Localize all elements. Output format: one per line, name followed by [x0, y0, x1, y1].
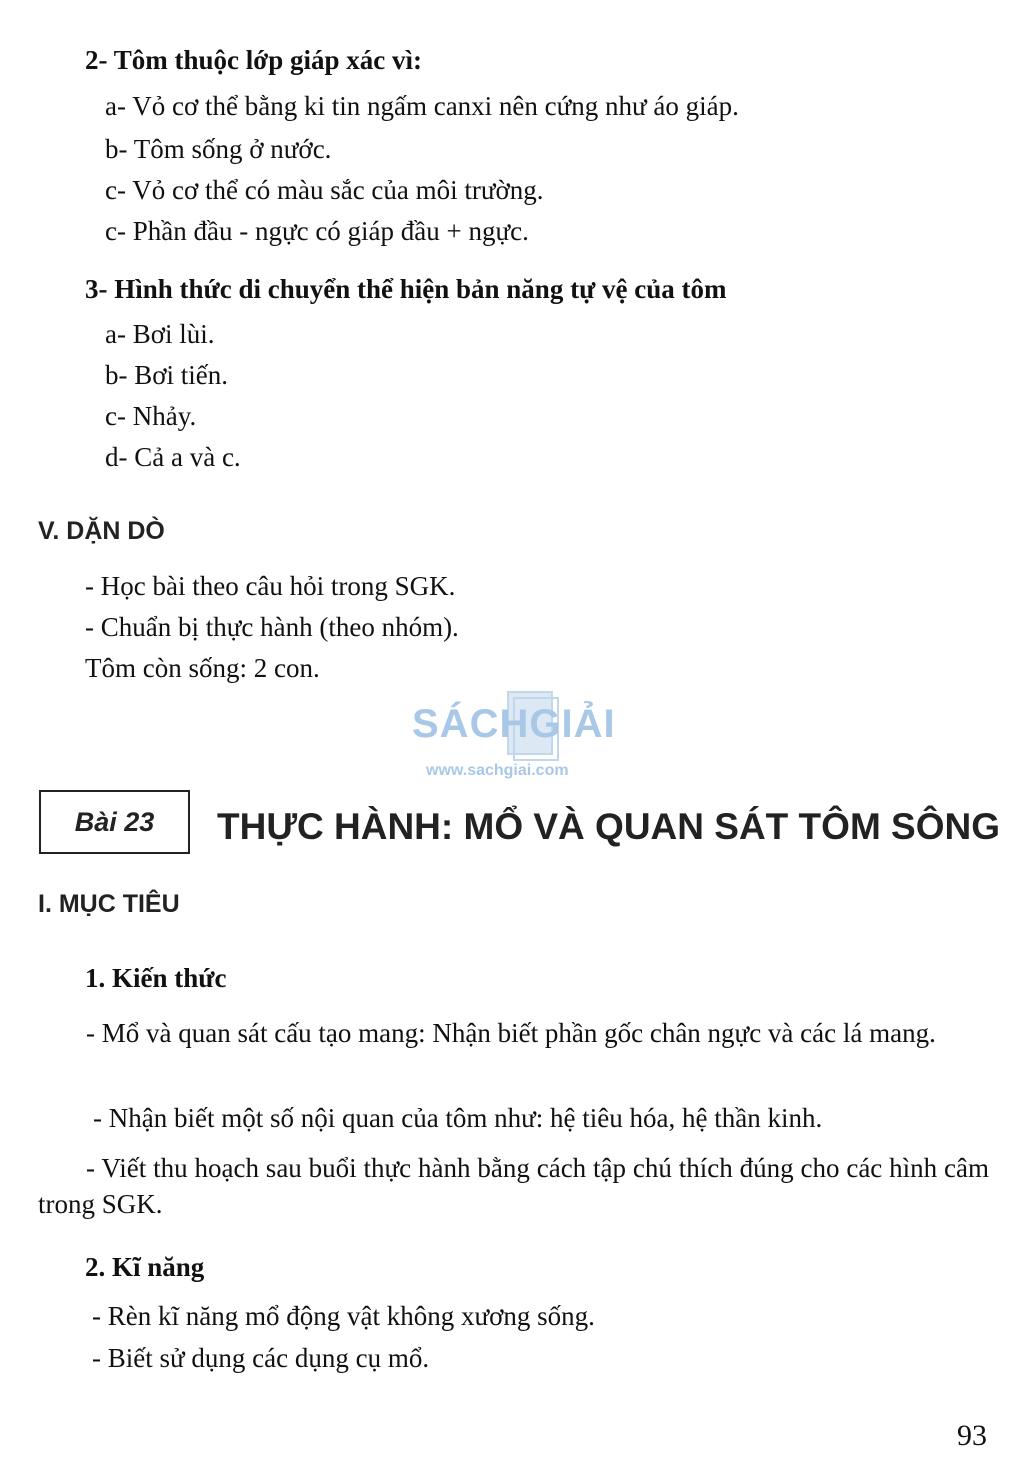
question-3-option: b- Bơi tiến. [105, 360, 229, 390]
knowledge-paragraph: - Nhận biết một số nội quan của tôm như: hệ tiêu hóa, hệ thần kinh. [93, 1103, 823, 1133]
skills-item: - Rèn kĩ năng mổ động vật không xương sống. [92, 1301, 595, 1331]
lesson-label: Bài 23 [74, 806, 155, 837]
watermark-url: www.sachgiai.com [426, 762, 569, 779]
question-3-option: a- Bơi lùi. [105, 319, 215, 349]
question-3-title: 3- Hình thức di chuyển thể hiện bản năng tự vệ của tôm [85, 274, 727, 304]
knowledge-paragraph: - Mổ và quan sát cấu tạo mang: Nhận biết phần gốc chân ngực và các lá mang. [86, 1018, 936, 1048]
section-v-item: - Chuẩn bị thực hành (theo nhóm). [85, 612, 459, 642]
skills-item: - Biết sử dụng các dụng cụ mổ. [92, 1343, 430, 1373]
knowledge-paragraph: - Viết thu hoạch sau buổi thực hành bằng cách tập chú thích đúng cho các hình câm trong SGK. [38, 1153, 989, 1219]
question-3-option: c- Nhảy. [105, 401, 197, 431]
question-3-option: d- Cả a và c. [105, 442, 241, 472]
knowledge-title: 1. Kiến thức [85, 963, 227, 993]
section-v-note: Tôm còn sống: 2 con. [85, 653, 320, 683]
question-2-option: c- Vỏ cơ thể có màu sắc của môi trường. [105, 175, 544, 205]
lesson-label-box [39, 790, 190, 854]
section-v-item: - Học bài theo câu hỏi trong SGK. [85, 571, 456, 601]
lesson-title: THỰC HÀNH: MỔ VÀ QUAN SÁT TÔM SÔNG [217, 806, 1000, 847]
watermark-brand: SÁCHGIẢI [412, 702, 616, 746]
section-v-heading: V. DẶN DÒ [38, 517, 165, 545]
question-2-title: 2- Tôm thuộc lớp giáp xác vì: [85, 45, 422, 75]
question-2-option: a- Vỏ cơ thể bằng ki tin ngấm canxi nên cứng như áo giáp. [105, 91, 739, 121]
watermark-logo [390, 690, 630, 790]
page-number: 93 [957, 1419, 987, 1452]
question-2-option: c- Phần đầu - ngực có giáp đầu + ngực. [105, 216, 529, 246]
question-2-option: b- Tôm sống ở nước. [105, 134, 332, 164]
skills-title: 2. Kĩ năng [85, 1252, 205, 1282]
section-i-heading: I. MỤC TIÊU [38, 890, 180, 918]
